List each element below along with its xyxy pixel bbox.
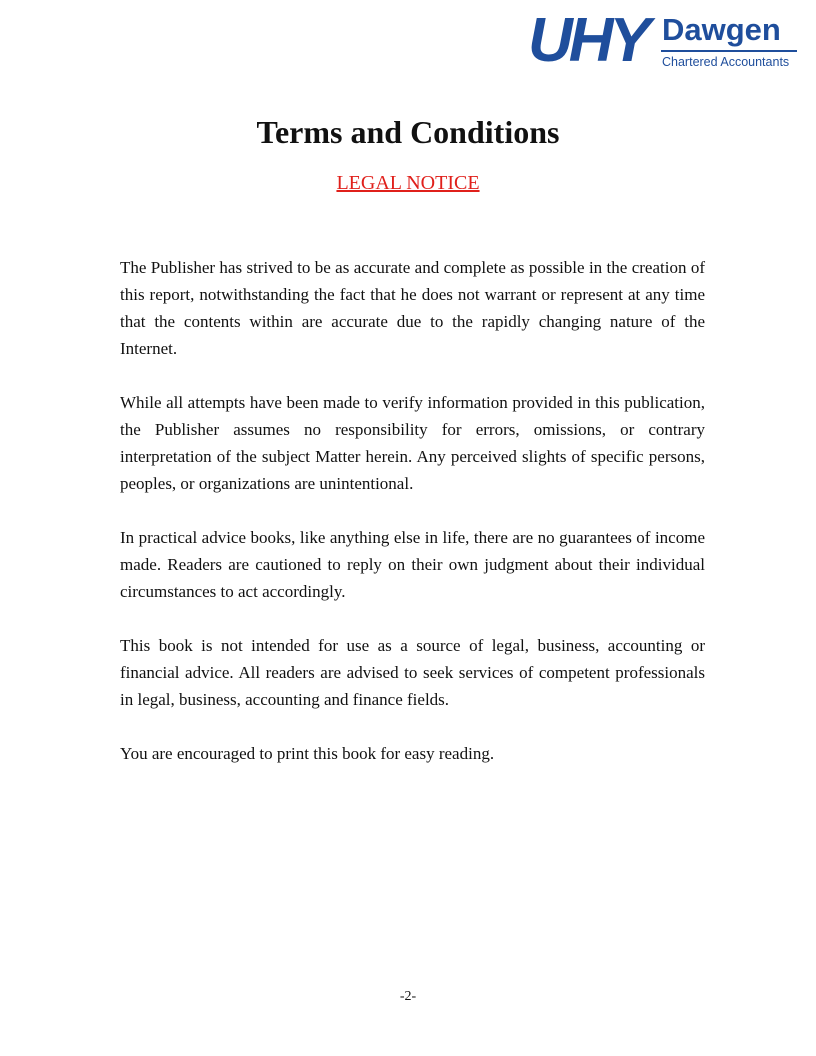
paragraph-advice: This book is not intended for use as a source of legal, business, accounting or financial advice. All readers are advised to seek services of competent professionals in legal, business, accounting and finance fields. — [120, 636, 705, 709]
document-body — [120, 254, 705, 794]
logo-tagline: Chartered Accountants — [662, 55, 790, 69]
page-title: Terms and Conditions — [256, 114, 560, 150]
paragraph-accuracy: The Publisher has strived to be as accurate and complete as possible in the creation of this report, notwithstanding the fact that he does not warrant or represent at any time that the contents within are accurate due to the rapidly changing nature of the Internet. — [120, 258, 705, 358]
paragraph-guarantees: In practical advice books, like anything else in life, there are no guarantees of income made. Readers are cautioned to reply on their own judgment about their individual circumstances to act accordingly. — [120, 528, 705, 601]
company-logo — [528, 6, 800, 86]
paragraph-print: You are encouraged to print this book for easy reading. — [120, 744, 495, 763]
logo-divider — [661, 50, 797, 52]
logo-name: Dawgen — [662, 12, 781, 47]
paragraph-responsibility: While all attempts have been made to verify information provided in this publication, the Publisher assumes no responsibility for errors, omissions, or contrary interpretation of the subject Matter herein. Any perceived slights of specific persons, peoples, or organizations are unintentional. — [120, 393, 705, 493]
legal-notice-heading: LEGAL NOTICE — [336, 172, 480, 194]
page-number: -2- — [399, 989, 417, 1004]
logo-mark: UHY — [528, 6, 647, 75]
